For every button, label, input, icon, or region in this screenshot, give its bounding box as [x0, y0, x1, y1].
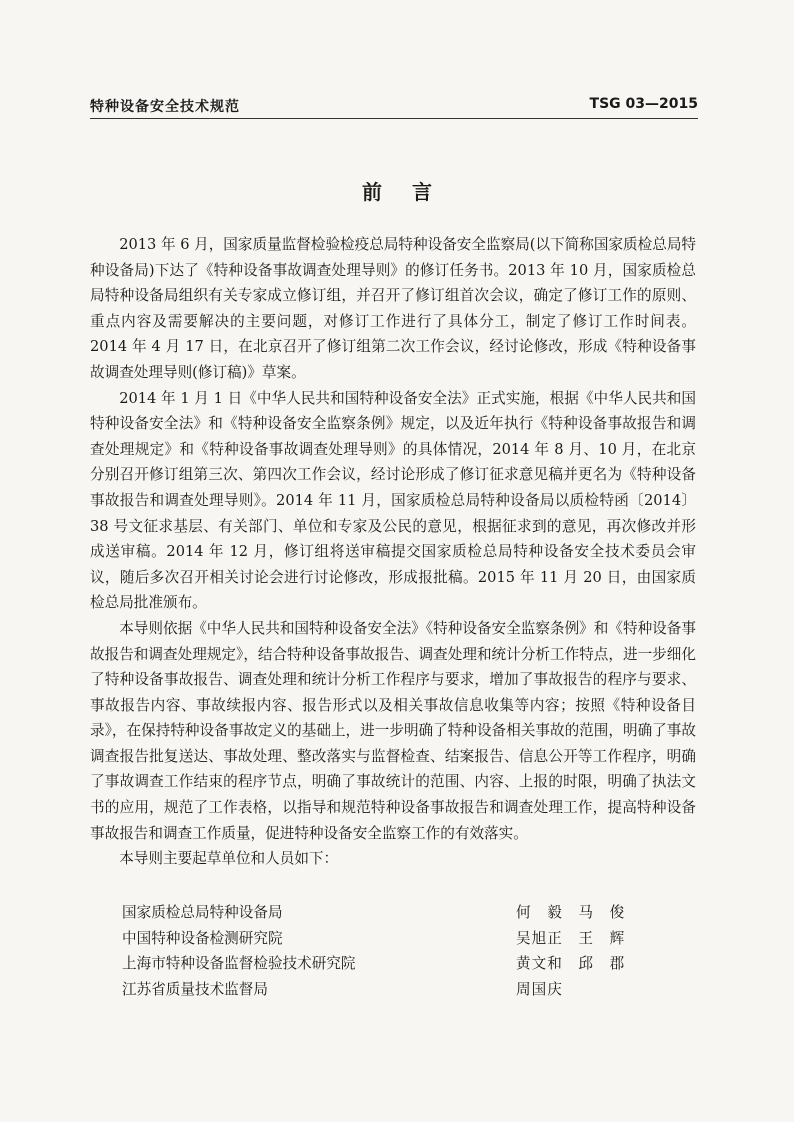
drafter-row — [122, 951, 642, 977]
paragraph-4: 本导则主要起草单位和人员如下： — [119, 850, 339, 868]
drafter-unit: 上海市特种设备监督检验技术研究院 — [122, 955, 356, 973]
drafter-people: 何 毅 马 俊 — [516, 904, 626, 921]
drafter-row — [122, 926, 642, 952]
drafter-row — [122, 977, 642, 1003]
paragraph-1: 2013 年 6 月，国家质量监督检验检疫总局特种设备安全监察局(以下简称国家质检总局特种设备局)下达了《特种设备事故调查处理导则》的修订任务书。2013 年 10 月，国家质检总局特种设备局组织有关专家成立修订组，并召开了修订组首次会议，确定了修订工作的原则、重点内容及需要解决的主要问题，对修订工作进行了具体分工，制定了修订工作时间表。2014 年 4 月 17 日，在北京召开了修订组第二次工作会议，经讨论修改，形成《特种设备事故调查处理导则(修订稿)》草案。 — [90, 236, 697, 381]
body-text — [90, 232, 696, 872]
drafter-unit: 江苏省质量技术监督局 — [122, 980, 268, 998]
running-header-code: TSG 03—2015 — [589, 96, 698, 112]
drafter-people: 黄文和 邱 郡 — [516, 955, 626, 973]
drafter-people: 吴旭正 王 辉 — [516, 929, 626, 947]
paragraph-2: 2014 年 1 月 1 日《中华人民共和国特种设备安全法》正式实施，根据《中华人民共和国特种设备安全法》和《特种设备安全监察条例》规定，以及近年执行《特种设备事故报告和调查处理规定》和《特种设备事故调查处理导则》的具体情况，2014 年 8 月、10 月，在北京分别召开修订组第三次、第四次工作会议，经讨论形成了修订征求意见稿并更名为《特种设备事故报告和调查处理导则》。2014 年 11 月，国家质检总局特种设备局以质检特函〔2014〕38 号文征求基层、有关部门、单位和专家及公民的意见，根据征求到的意见，再次修改并形成送审稿。2014 年 12 月，修订组将送审稿提交国家质检总局特种设备安全技术委员会审议，随后多次召开相关讨论会进行讨论修改，形成报批稿。2015 年 11 月 20 日，由国家质检总局批准颁布。 — [90, 389, 696, 612]
header-rule — [90, 118, 698, 119]
paragraph-3: 本导则依据《中华人民共和国特种设备安全法》《特种设备安全监察条例》和《特种设备事故报告和调查处理规定》，结合特种设备事故报告、调查处理和统计分析工作特点，进一步细化了特种设备事故报告、调查处理和统计分析工作程序与要求，增加了事故报告的程序与要求、事故报告内容、事故续报内容、报告形式以及相关事故信息收集等内容；按照《特种设备目录》，在保持特种设备事故定义的基础上，进一步明确了特种设备相关事故的范围，明确了事故调查报告批复送达、事故处理、整改落实与监督检查、结案报告、信息公开等工作程序，明确了事故调查工作结束的程序节点，明确了事故统计的范围、内容、上报的时限，明确了执法文书的应用，规范了工作表格，以指导和规范特种设备事故报告和调查处理工作，提高特种设备事故报告和调查工作质量，促进特种设备安全监察工作的有效落实。 — [90, 619, 696, 842]
drafter-unit: 国家质检总局特种设备局 — [122, 904, 283, 921]
drafter-unit: 中国特种设备检测研究院 — [122, 929, 283, 947]
drafter-people: 周国庆 — [516, 980, 563, 998]
drafter-list — [122, 900, 642, 1002]
running-header-title: 特种设备安全技术规范 — [90, 99, 240, 115]
drafter-row — [122, 900, 642, 926]
page-title: 前言 — [362, 180, 462, 204]
